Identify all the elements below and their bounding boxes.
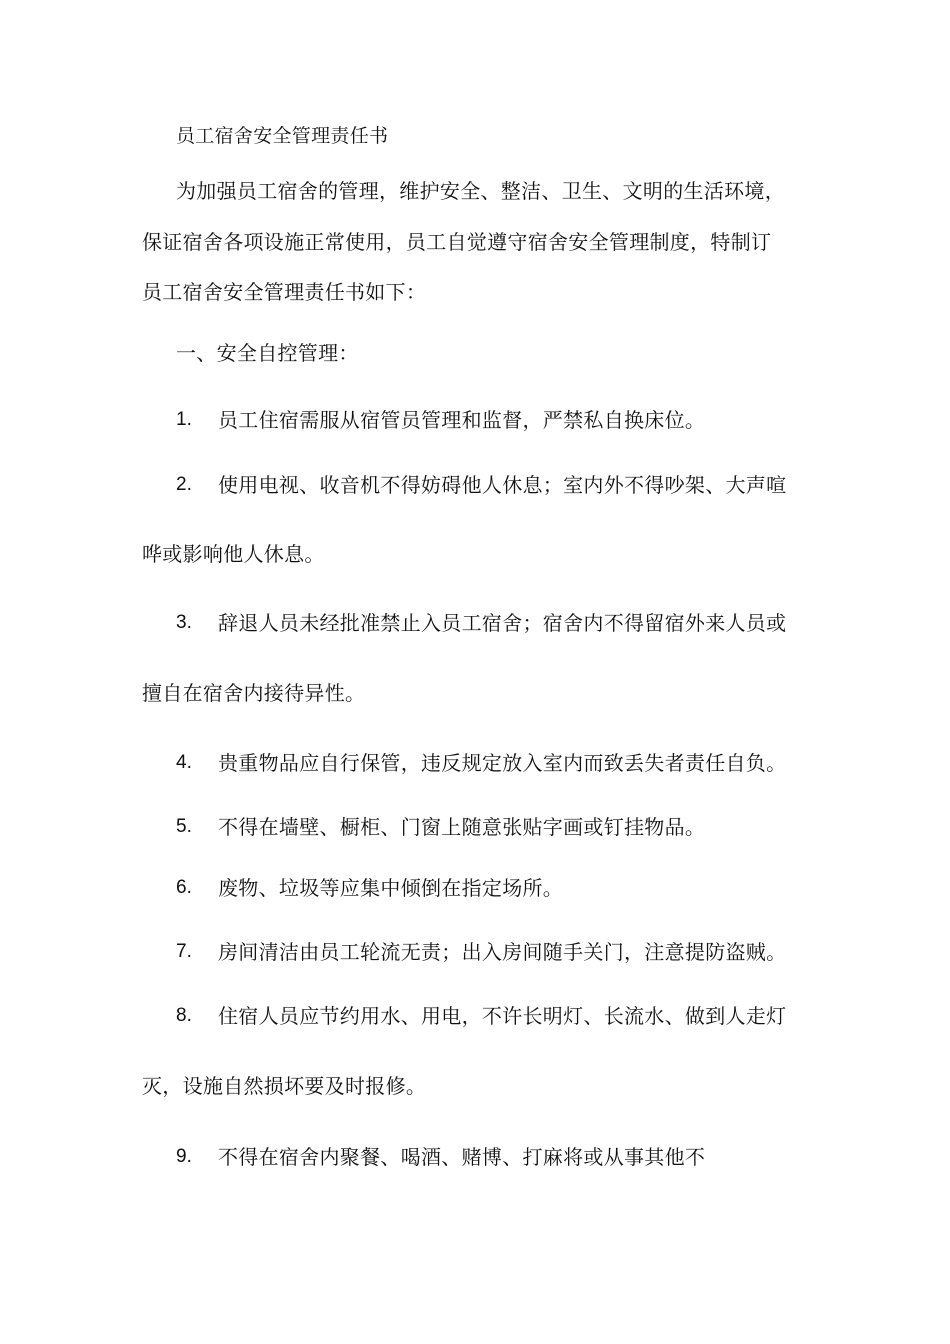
item-number: 7.: [176, 941, 192, 962]
item-text: 住宿人员应节约用水、用电，不许长明灯、长流水、做到人走灯: [218, 1004, 787, 1028]
item-number: 4.: [176, 752, 192, 773]
intro-line-3: 员工宿舍安全管理责任书如下：: [142, 280, 427, 304]
item-continuation: 哗或影响他人休息。: [142, 542, 325, 566]
item-text: 员工住宿需服从宿管员管理和监督，严禁私自换床位。: [218, 408, 706, 432]
item-text: 不得在宿舍内聚餐、喝酒、赌博、打麻将或从事其他不: [218, 1145, 706, 1169]
item-text: 不得在墙壁、橱柜、门窗上随意张贴字画或钉挂物品。: [218, 815, 706, 839]
item-text: 辞退人员未经批准禁止入员工宿舍；宿舍内不得留宿外来人员或: [218, 611, 787, 635]
item-number: 9.: [176, 1146, 192, 1167]
item-number: 8.: [176, 1005, 192, 1026]
section-heading: 一、安全自控管理：: [176, 341, 359, 365]
item-number: 3.: [176, 612, 192, 633]
document-title: 员工宿舍安全管理责任书: [176, 125, 389, 147]
item-number: 1.: [176, 409, 192, 430]
item-text: 贵重物品应自行保管，违反规定放入室内而致丢失者责任自负。: [218, 751, 787, 775]
item-text: 废物、垃圾等应集中倾倒在指定场所。: [218, 876, 564, 900]
item-number: 5.: [176, 816, 192, 837]
item-number: 6.: [176, 877, 192, 898]
item-text: 使用电视、收音机不得妨碍他人休息；室内外不得吵架、大声喧: [218, 473, 787, 497]
item-continuation: 灭，设施自然损坏要及时报修。: [142, 1074, 427, 1098]
item-number: 2.: [176, 474, 192, 495]
intro-line-2: 保证宿舍各项设施正常使用，员工自觉遵守宿舍安全管理制度，特制订: [142, 230, 772, 254]
item-text: 房间清洁由员工轮流无责；出入房间随手关门，注意提防盗贼。: [218, 940, 787, 964]
intro-line-1: 为加强员工宿舍的管理，维护安全、整洁、卫生、文明的生活环境，: [176, 179, 785, 203]
item-continuation: 擅自在宿舍内接待异性。: [142, 681, 366, 705]
